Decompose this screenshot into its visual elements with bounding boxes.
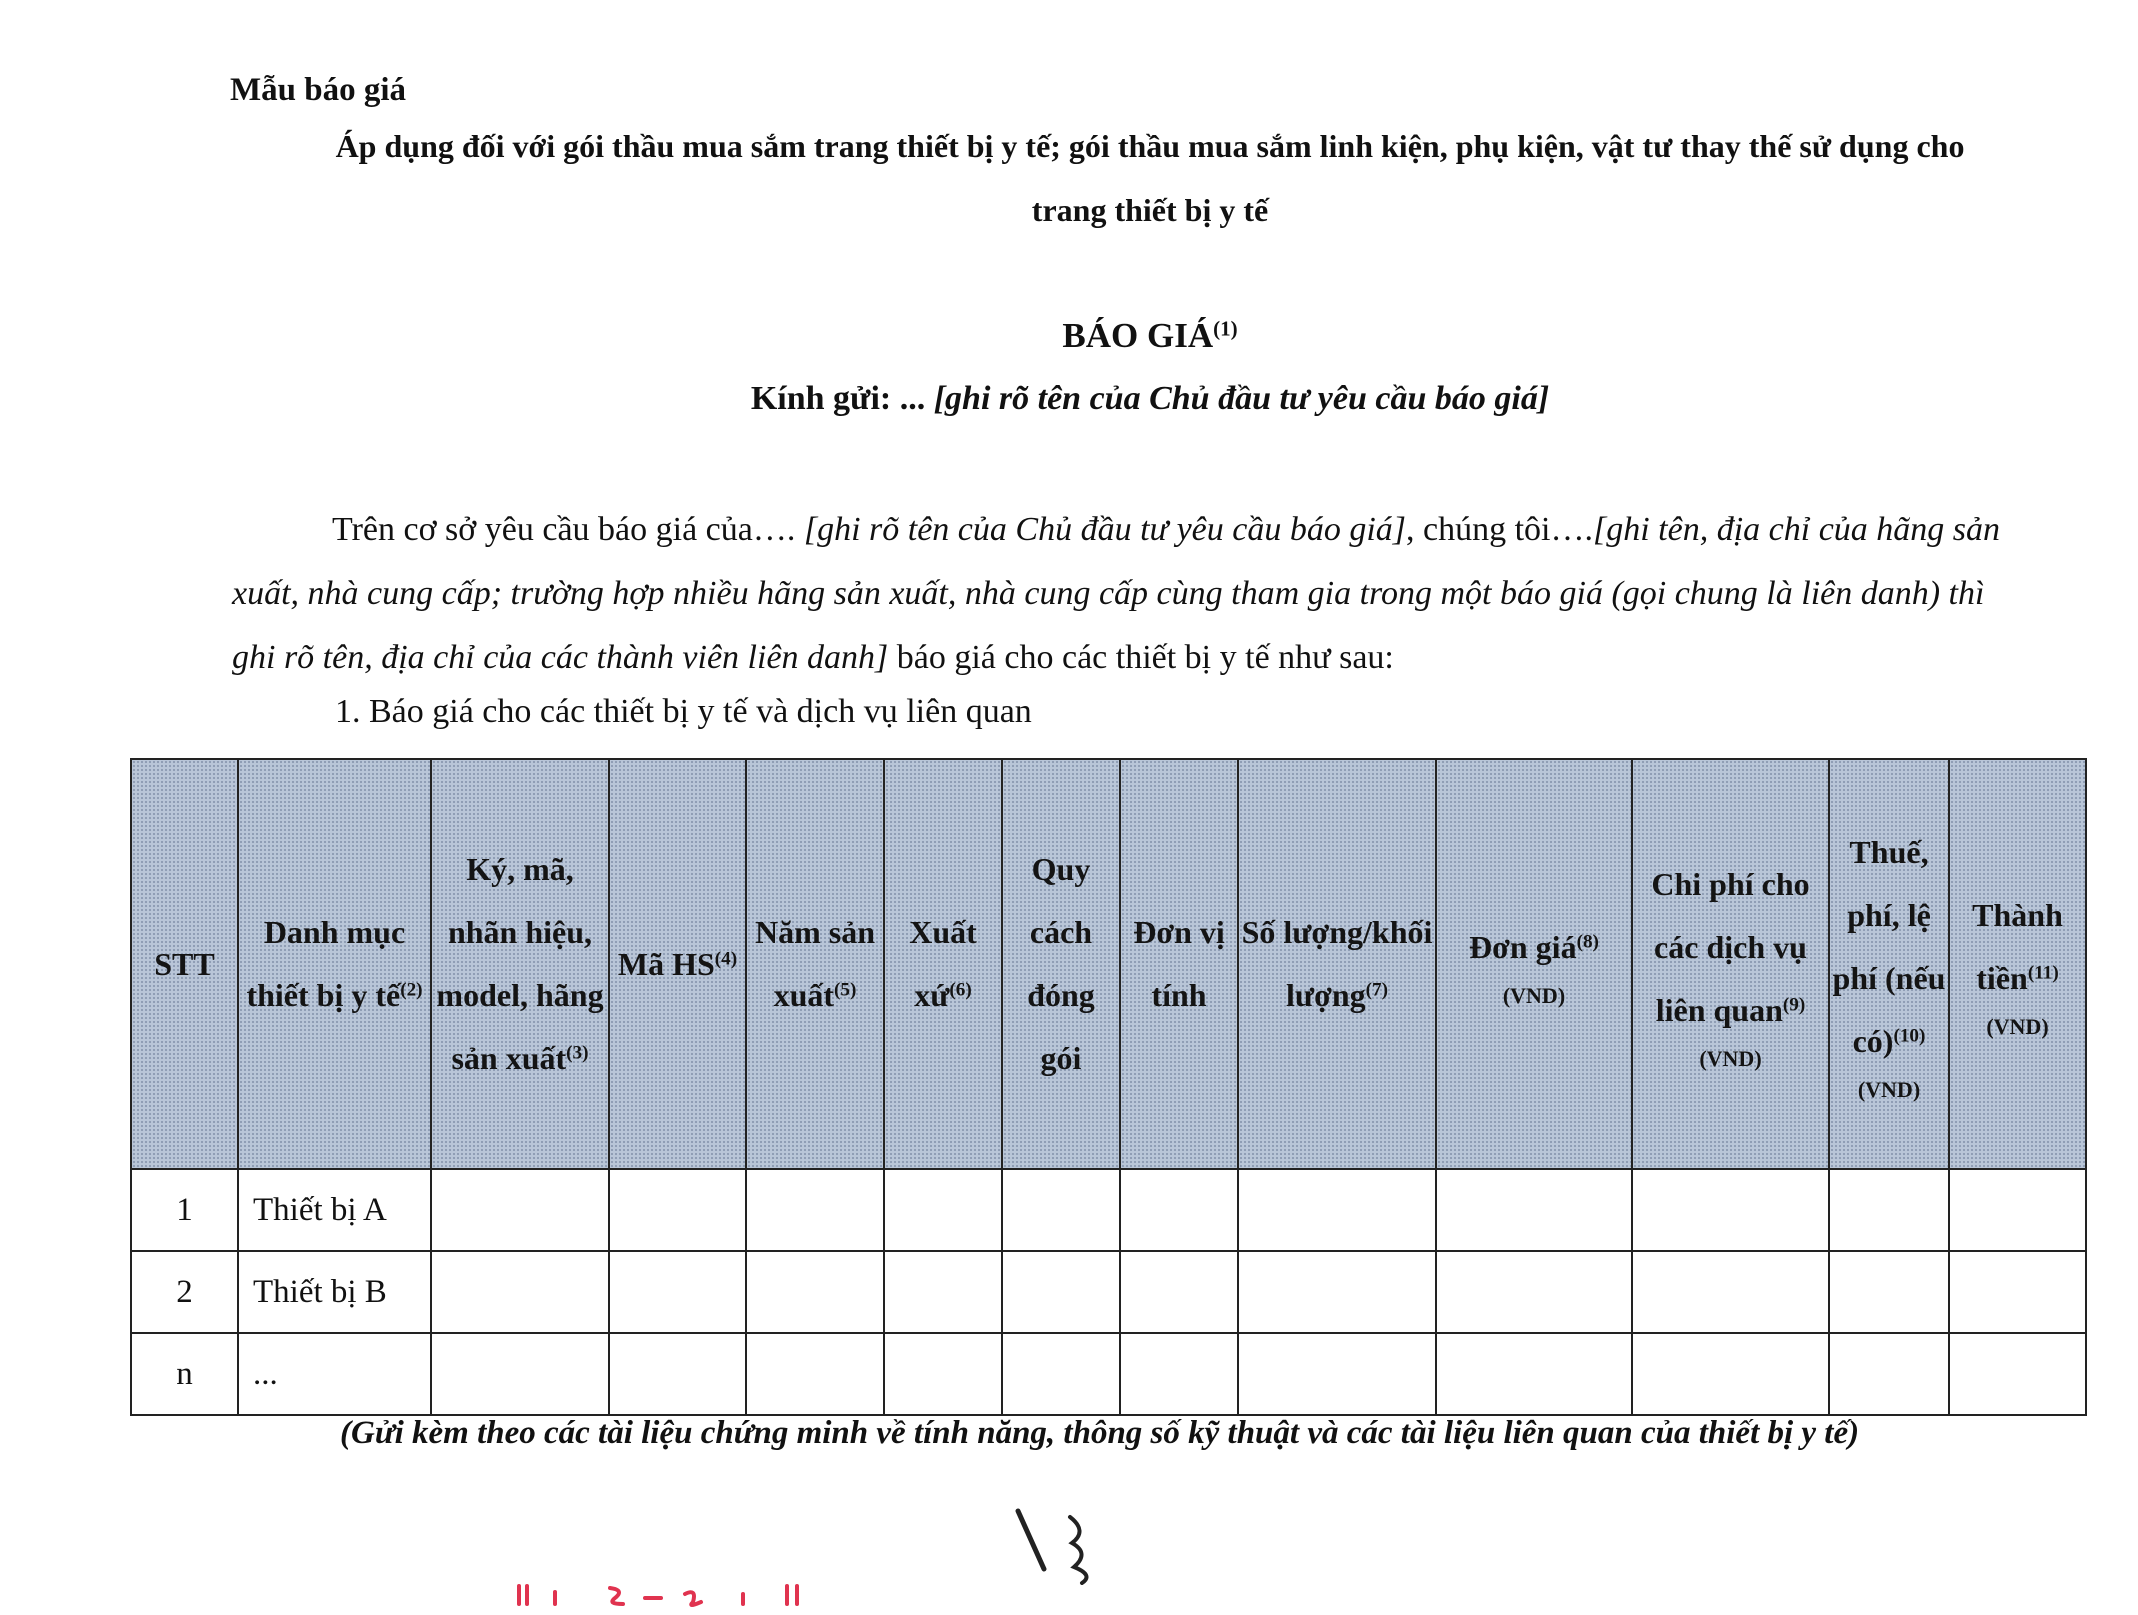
col-footnote: (2) [400, 979, 423, 1001]
cell-empty [746, 1333, 884, 1415]
col-header-unit [1120, 759, 1238, 1169]
col-footnote: (5) [834, 979, 857, 1001]
greeting-placeholder: [ghi rõ tên của Chủ đầu tư yêu cầu báo giá] [933, 380, 1550, 417]
cell-empty [431, 1169, 609, 1251]
intro-part-1: Trên cơ sở yêu cầu báo giá của…. [332, 511, 804, 548]
col-footnote: (10) [1893, 1025, 1926, 1047]
col-label: Thuế, phí, lệ phí (nếu có) [1832, 834, 1946, 1059]
col-label: Đơn vị tính [1133, 914, 1225, 1013]
table-row [131, 1333, 2086, 1415]
col-label: Ký, mã, nhãn hiệu, model, hãng sản xuất [436, 851, 604, 1076]
table-row [131, 1169, 2086, 1251]
attachment-note: (Gửi kèm theo các tài liệu chứng minh về tính năng, thông số kỹ thuật và các tài liệu liên quan của thiết bị y tế) [340, 1415, 1860, 1451]
cell-empty [609, 1251, 746, 1333]
cell-empty [1436, 1251, 1632, 1333]
col-label: Quy cách đóng gói [1027, 851, 1095, 1076]
cell-empty [1829, 1251, 1949, 1333]
col-label: Đơn giá [1469, 928, 1577, 965]
col-footnote: (6) [949, 979, 972, 1001]
col-unit: (VND) [1986, 1014, 2049, 1039]
col-header-brand-model [431, 759, 609, 1169]
cell-empty [1632, 1169, 1829, 1251]
section-heading-1: 1. Báo giá cho các thiết bị y tế và dịch vụ liên quan [335, 693, 1032, 730]
intro-part-5: báo giá cho các thiết bị y tế như sau: [888, 639, 1394, 676]
cell-empty [746, 1251, 884, 1333]
col-label: Chi phí cho các dịch vụ liên quan [1651, 865, 1810, 1028]
cell-empty [1829, 1333, 1949, 1415]
document-title [0, 316, 2138, 356]
cell-empty [1002, 1169, 1120, 1251]
form-label: Mẫu báo giá [230, 72, 407, 108]
intro-paragraph [232, 498, 2032, 690]
col-footnote: (4) [714, 947, 738, 969]
cell-empty [884, 1333, 1002, 1415]
cell-empty [1436, 1169, 1632, 1251]
cell-item: Thiết bị A [238, 1169, 431, 1251]
cell-empty [884, 1251, 1002, 1333]
col-footnote: (11) [2027, 962, 2059, 984]
greeting [0, 380, 2138, 418]
cell-empty [1002, 1251, 1120, 1333]
col-unit: (VND) [1699, 1045, 1762, 1071]
cell-empty [1632, 1333, 1829, 1415]
col-header-hs-code [609, 759, 746, 1169]
cell-empty [431, 1251, 609, 1333]
col-header-year [746, 759, 884, 1169]
col-label: Mã HS [617, 945, 715, 982]
col-header-unit-price [1436, 759, 1632, 1169]
cell-empty [431, 1333, 609, 1415]
col-label: Năm sản xuất [754, 914, 875, 1013]
cell-empty [1238, 1251, 1436, 1333]
col-header-origin [884, 759, 1002, 1169]
col-header-total [1949, 759, 2086, 1169]
cell-empty [884, 1169, 1002, 1251]
col-unit: (VND) [1502, 982, 1566, 1008]
cell-empty [1120, 1251, 1238, 1333]
cell-empty [1829, 1169, 1949, 1251]
col-label: Số lượng/khối lượng [1241, 914, 1433, 1013]
col-footnote: (9) [1782, 993, 1806, 1015]
signature-mark [1010, 1505, 1120, 1585]
col-label: Thành tiền [1972, 897, 2063, 996]
title-text: BÁO GIÁ [1062, 316, 1214, 355]
intro-part-2: [ghi rõ tên của Chủ đầu tư yêu cầu báo giá] [803, 511, 1407, 548]
cell-stt: 2 [131, 1251, 238, 1333]
col-header-device-list [238, 759, 431, 1169]
quote-table [130, 758, 2087, 1416]
cell-empty [1120, 1333, 1238, 1415]
cell-stt: 1 [131, 1169, 238, 1251]
scope-line-2: trang thiết bị y tế [1031, 192, 1269, 228]
col-label: Xuất xứ [909, 914, 977, 1013]
intro-part-3: , chúng tôi…. [1406, 511, 1593, 548]
cell-empty [1949, 1251, 2086, 1333]
cell-empty [1238, 1169, 1436, 1251]
col-footnote: (3) [566, 1042, 589, 1064]
col-header-tax-fee [1829, 759, 1949, 1169]
cell-empty [1238, 1333, 1436, 1415]
intro-part-4: [ghi tên, địa chỉ của hãng sản xuất, nhà cung cấp; trường hợp nhiều hãng sản xuất, nhà cung cấp cùng tham gia trong một báo giá (gọi chung là liên danh) thì ghi rõ tên, địa chỉ của các thành viên liên danh] [232, 511, 2001, 676]
cell-empty [609, 1333, 746, 1415]
scope-line-1: Áp dụng đối với gói thầu mua sắm trang thiết bị y tế; gói thầu mua sắm linh kiện, phụ kiện, vật tư thay thế sử dụng cho [335, 128, 1965, 164]
col-unit: (VND) [1857, 1077, 1921, 1102]
greeting-prefix: Kính gửi: ... [750, 380, 934, 417]
cell-empty [1632, 1251, 1829, 1333]
cell-empty [1120, 1169, 1238, 1251]
title-footnote: (1) [1213, 316, 1238, 341]
table-row [131, 1251, 2086, 1333]
col-label: Danh mục thiết bị y tế [246, 914, 406, 1013]
table-header-row [131, 759, 2086, 1169]
cell-empty [746, 1169, 884, 1251]
cell-empty [1002, 1333, 1120, 1415]
col-header-packaging [1002, 759, 1120, 1169]
cell-empty [1436, 1333, 1632, 1415]
col-label: STT [154, 945, 215, 982]
stamp-mark [515, 1580, 815, 1608]
col-footnote: (8) [1576, 930, 1599, 952]
cell-empty [1949, 1169, 2086, 1251]
cell-stt: n [131, 1333, 238, 1415]
col-header-stt [131, 759, 238, 1169]
cell-item: ... [238, 1333, 431, 1415]
col-header-service-cost [1632, 759, 1829, 1169]
cell-empty [609, 1169, 746, 1251]
col-footnote: (7) [1365, 979, 1388, 1001]
cell-empty [1949, 1333, 2086, 1415]
col-header-quantity [1238, 759, 1436, 1169]
cell-item: Thiết bị B [238, 1251, 431, 1333]
